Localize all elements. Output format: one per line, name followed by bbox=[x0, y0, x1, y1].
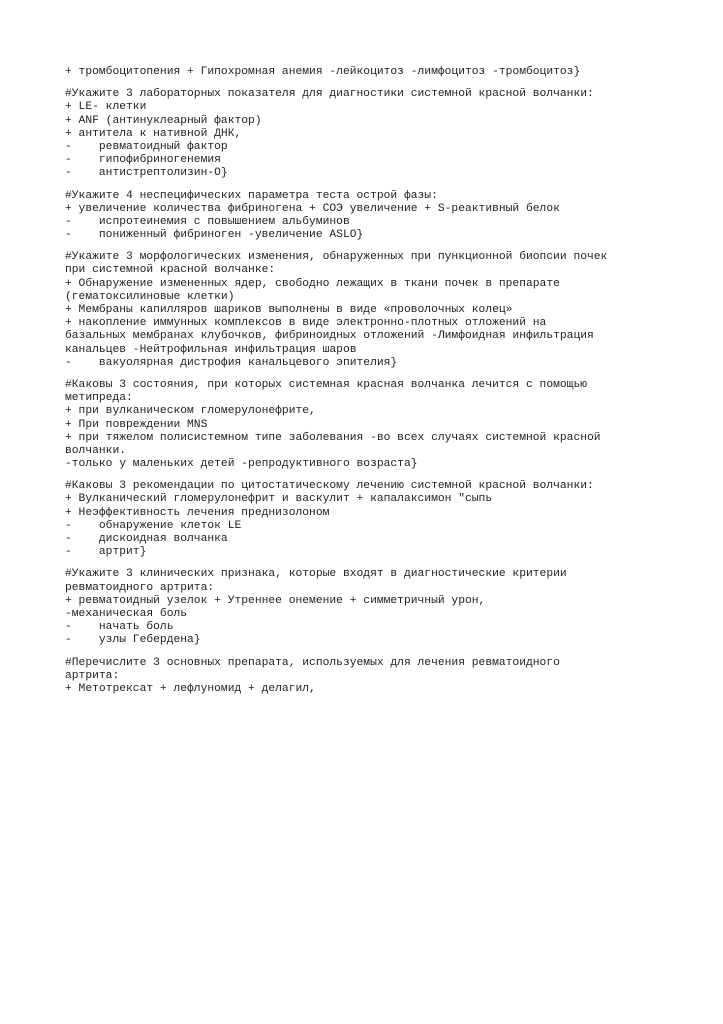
text-line: - вакуолярная дистрофия канальцевого эпителия} bbox=[65, 356, 398, 369]
text-line: - гипофибриногенемия bbox=[65, 154, 221, 167]
block-spacer bbox=[65, 370, 660, 379]
text-line: - пониженный фибриноген -увеличение ASLO} bbox=[65, 229, 364, 242]
text-line: при системной красной волчанке: bbox=[65, 264, 276, 277]
text-line: + Метотрексат + лефлуномид + делагил, bbox=[65, 682, 316, 695]
block-ra-drugs bbox=[65, 657, 660, 697]
text-line: -только у маленьких детей -репродуктивного возраста} bbox=[65, 458, 418, 471]
text-line: волчанки. bbox=[65, 444, 127, 457]
block-ra-clinical-signs bbox=[65, 568, 660, 647]
text-line: + Вулканический гломерулонефрит и васкулит + капалаксимон "сыпь bbox=[65, 493, 493, 506]
text-line: + LE- клетки bbox=[65, 101, 147, 114]
question-line: #Укажите 4 неспецифических параметра теста острой фазы: bbox=[65, 189, 438, 202]
text-line: - антистрептолизин-О} bbox=[65, 167, 228, 180]
block-spacer bbox=[65, 648, 660, 657]
text-line: (гематоксилиновые клетки) bbox=[65, 290, 235, 303]
block-acute-phase-test bbox=[65, 190, 660, 243]
question-line: #Укажите 3 морфологических изменения, обнаруженных при пункционной биопсии почек bbox=[65, 251, 608, 264]
block-lab-indicators-sle bbox=[65, 88, 660, 180]
text-line: + Неэффективность лечения преднизолоном bbox=[65, 506, 330, 519]
question-line: #Укажите 3 клинических признака, которые входят в диагностические критерии bbox=[65, 568, 567, 581]
text-line: + Мембраны капилляров шариков выполнены в виде «проволочных колец» bbox=[65, 304, 513, 316]
question-line: #Каковы 3 рекомендации по цитостатическому лечению системной красной волчанки: bbox=[65, 480, 594, 493]
question-line: #Каковы 3 состояния, при которых системная красная волчанка лечится с помощью bbox=[65, 378, 588, 391]
text-line: артрита: bbox=[65, 669, 120, 682]
text-line: + антитела к нативной ДНК, bbox=[65, 127, 242, 140]
question-line: #Укажите 3 лабораторных показателя для диагностики системной красной волчанки: bbox=[65, 88, 594, 101]
text-line: + ревматоидный узелок + Утреннее онемение + симметричный урон, bbox=[65, 594, 486, 607]
text-line: канальцев -Нейтрофильная инфильтрация шаров bbox=[65, 343, 357, 356]
text-line: + накопление иммунных комплексов в виде электронно-плотных отложений на bbox=[65, 317, 547, 330]
text-line: + ANF (антинуклеарный фактор) bbox=[65, 114, 262, 127]
question-line: #Перечислите 3 основных препарата, используемых для лечения ревматоидного bbox=[65, 656, 560, 669]
document-body bbox=[65, 66, 660, 696]
block-spacer bbox=[65, 79, 660, 88]
text-line: - начать боль bbox=[65, 621, 174, 634]
text-line: + Обнаружение измененных ядер, свободно лежащих в ткани почек в препарате bbox=[65, 277, 560, 290]
text-line: + При повреждении MNS bbox=[65, 418, 208, 431]
text-line: + при тяжелом полисистемном типе заболевания -во всех случаях системной красной bbox=[65, 431, 601, 444]
text-line: + тромбоцитопения + Гипохромная анемия -лейкоцитоз -лимфоцитоз -тромбоцитоз} bbox=[65, 66, 581, 78]
text-line: -механическая боль bbox=[65, 607, 188, 620]
block-cytostatic-recommendations bbox=[65, 480, 660, 559]
text-line: ревматоидного артрита: bbox=[65, 581, 215, 594]
text-line: - ревматоидный фактор bbox=[65, 140, 228, 153]
text-line: + при вулканическом гломерулонефрите, bbox=[65, 405, 316, 418]
block-spacer bbox=[65, 559, 660, 568]
block-spacer bbox=[65, 242, 660, 251]
text-line: - обнаружение клеток LE bbox=[65, 519, 242, 532]
block-thrombocytopenia-tail bbox=[65, 66, 660, 79]
block-metipred-conditions bbox=[65, 379, 660, 471]
text-line: + увеличение количества фибриногена + СОЭ увеличение + S-реактивный белок bbox=[65, 202, 560, 215]
block-spacer bbox=[65, 471, 660, 480]
text-line: метипреда: bbox=[65, 392, 133, 405]
text-line: - испротеинемия с повышением альбуминов bbox=[65, 215, 350, 228]
block-spacer bbox=[65, 181, 660, 190]
text-line: базальных мембранах клубочков, фибриноидных отложений -Лимфоидная инфильтрация bbox=[65, 330, 594, 343]
text-line: - дискоидная волчанка bbox=[65, 533, 228, 545]
text-line: - узлы Гебердена} bbox=[65, 634, 201, 647]
block-morphological-changes bbox=[65, 251, 660, 370]
text-line: - артрит} bbox=[65, 546, 147, 559]
